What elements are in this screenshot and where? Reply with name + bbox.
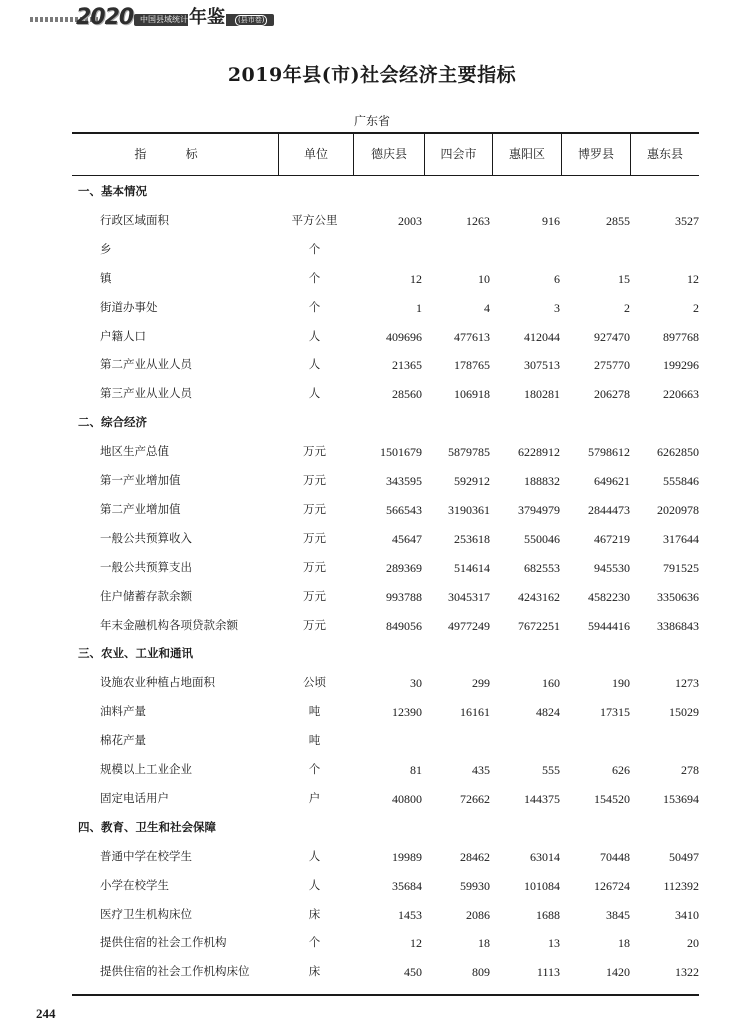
province-label: 广东省 xyxy=(353,114,390,128)
value-cell-col-4: 2 xyxy=(624,300,630,315)
indicator-name: 地区生产总值 xyxy=(100,446,169,459)
table-bottom-rule xyxy=(72,994,699,996)
table-row xyxy=(72,962,699,982)
indicator-name: 第三产业从业人员 xyxy=(100,388,192,401)
value-cell-col-5: 278 xyxy=(681,763,699,777)
section-title: 四、教育、卫生和社会保障 xyxy=(78,821,216,834)
header-county-4: 博罗县 xyxy=(577,147,614,161)
indicator-unit: 人 xyxy=(308,879,321,892)
indicator-unit: 万元 xyxy=(303,475,326,487)
value-cell-col-3: 188832 xyxy=(524,474,560,488)
indicator-unit: 个 xyxy=(308,301,321,314)
value-cell-col-4: 126724 xyxy=(594,878,630,893)
value-cell-col-3: 3 xyxy=(554,300,560,315)
table-header-rule xyxy=(72,175,699,176)
value-cell-col-2: 4 xyxy=(484,300,490,315)
value-cell-col-2: 5879785 xyxy=(448,445,490,460)
value-cell-col-5: 317644 xyxy=(663,531,699,546)
section-heading xyxy=(72,182,699,202)
section-heading xyxy=(72,644,699,664)
value-cell-col-1: 21365 xyxy=(392,358,422,373)
indicator-name: 规模以上工业企业 xyxy=(100,764,192,776)
indicator-name: 固定电话用户 xyxy=(100,792,169,805)
value-cell-col-2: 592912 xyxy=(454,474,490,488)
value-cell-col-5: 15029 xyxy=(669,705,699,720)
value-cell-col-2: 514614 xyxy=(454,560,490,575)
value-cell-col-4: 17315 xyxy=(600,705,630,720)
header-county-5: 惠东县 xyxy=(646,147,683,161)
indicator-unit: 万元 xyxy=(303,561,326,574)
value-cell-col-1: 1 xyxy=(416,300,422,315)
header-indicator: 指 标 xyxy=(134,147,216,161)
value-cell-col-4: 154520 xyxy=(594,791,630,806)
value-cell-col-2: 1263 xyxy=(466,213,490,228)
table-row xyxy=(72,847,699,867)
value-cell-col-4: 15 xyxy=(618,271,630,286)
value-cell-col-3: 4824 xyxy=(536,705,560,720)
value-cell-col-5: 220663 xyxy=(663,387,699,402)
value-cell-col-1: 566543 xyxy=(386,502,422,517)
indicator-name: 小学在校学生 xyxy=(100,879,169,892)
value-cell-col-1: 343595 xyxy=(386,474,422,488)
indicator-unit: 人 xyxy=(308,850,321,863)
indicator-unit: 万元 xyxy=(303,532,326,545)
page-number: 244 xyxy=(36,1006,56,1021)
value-cell-col-1: 40800 xyxy=(392,791,422,806)
indicator-unit: 个 xyxy=(308,764,321,776)
value-cell-col-4: 927470 xyxy=(594,329,630,344)
value-cell-col-5: 791525 xyxy=(663,560,699,575)
value-cell-col-4: 206278 xyxy=(594,387,630,402)
value-cell-col-2: 59930 xyxy=(460,878,490,893)
value-cell-col-4: 2855 xyxy=(606,213,630,228)
table-row xyxy=(72,731,699,751)
section-title: 二、综合经济 xyxy=(78,417,147,430)
indicator-name: 行政区域面积 xyxy=(100,214,169,227)
value-cell-col-2: 809 xyxy=(472,965,490,980)
value-cell-col-2: 2086 xyxy=(466,907,490,922)
value-cell-col-1: 12390 xyxy=(392,705,422,720)
indicator-name: 油料产量 xyxy=(100,706,146,719)
value-cell-col-4: 4582230 xyxy=(588,589,630,604)
table-row xyxy=(72,558,699,578)
value-cell-col-3: 1113 xyxy=(536,965,560,980)
indicator-unit: 户 xyxy=(308,792,321,805)
value-cell-col-4: 626 xyxy=(612,763,630,777)
value-cell-col-5: 3527 xyxy=(675,213,699,228)
indicator-name: 提供住宿的社会工作机构床位 xyxy=(100,966,250,979)
section-heading xyxy=(72,818,699,838)
section-heading xyxy=(72,413,699,433)
section-title: 三、农业、工业和通讯 xyxy=(78,648,193,661)
value-cell-col-4: 3845 xyxy=(606,907,630,922)
indicator-unit: 个 xyxy=(308,272,321,285)
value-cell-col-5: 3410 xyxy=(675,907,699,922)
value-cell-col-3: 6228912 xyxy=(518,445,560,460)
value-cell-col-3: 555 xyxy=(542,763,560,777)
indicator-unit: 公顷 xyxy=(303,677,326,690)
indicator-unit: 床 xyxy=(308,966,321,979)
value-cell-col-5: 897768 xyxy=(663,329,699,344)
indicator-unit: 吨 xyxy=(308,706,321,719)
table-row xyxy=(72,500,699,520)
value-cell-col-4: 18 xyxy=(618,936,630,951)
value-cell-col-3: 550046 xyxy=(524,531,560,546)
value-cell-col-5: 3350636 xyxy=(657,589,699,604)
value-cell-col-1: 28560 xyxy=(392,387,422,402)
table-row xyxy=(72,760,699,780)
value-cell-col-1: 45647 xyxy=(392,531,422,546)
indicator-name: 第二产业从业人员 xyxy=(100,359,192,372)
value-cell-col-2: 477613 xyxy=(454,329,490,344)
table-row xyxy=(72,702,699,722)
table-row xyxy=(72,298,699,318)
table-row xyxy=(72,933,699,953)
indicator-unit: 平方公里 xyxy=(291,214,338,227)
value-cell-col-4: 467219 xyxy=(594,531,630,546)
value-cell-col-1: 12 xyxy=(410,271,422,286)
value-cell-col-3: 101084 xyxy=(524,878,560,893)
value-cell-col-5: 1273 xyxy=(675,676,699,691)
table-row xyxy=(72,587,699,607)
yearbook-header-band xyxy=(30,5,275,30)
value-cell-col-1: 289369 xyxy=(386,560,422,575)
table-row xyxy=(72,905,699,925)
page-title: 2019年县(市)社会经济主要指标 xyxy=(227,64,517,86)
value-cell-col-2: 28462 xyxy=(460,849,490,864)
value-cell-col-3: 3794979 xyxy=(518,502,560,517)
table-row xyxy=(72,269,699,289)
indicator-name: 棉花产量 xyxy=(100,735,146,748)
value-cell-col-1: 19989 xyxy=(392,849,422,864)
indicator-name: 年末金融机构各项贷款余额 xyxy=(100,619,238,632)
table-row xyxy=(72,240,699,260)
indicator-name: 提供住宿的社会工作机构 xyxy=(100,937,227,950)
value-cell-col-3: 307513 xyxy=(524,358,560,373)
value-cell-col-2: 106918 xyxy=(454,387,490,402)
table-row xyxy=(72,673,699,693)
value-cell-col-5: 555846 xyxy=(663,474,699,488)
value-cell-col-4: 190 xyxy=(612,676,630,691)
value-cell-col-1: 849056 xyxy=(386,618,422,633)
indicator-name: 一般公共预算收入 xyxy=(100,532,192,545)
table-row xyxy=(72,442,699,462)
indicator-name: 设施农业种植占地面积 xyxy=(100,677,215,690)
value-cell-col-1: 1501679 xyxy=(380,445,422,460)
header-unit: 单位 xyxy=(303,147,328,161)
header-yearbook-mark: 年鉴 xyxy=(189,7,225,28)
indicator-name: 镇 xyxy=(100,272,112,285)
value-cell-col-3: 4243162 xyxy=(518,589,560,604)
table-row xyxy=(72,876,699,896)
value-cell-col-3: 13 xyxy=(548,936,560,951)
table-row xyxy=(72,327,699,347)
table-row xyxy=(72,355,699,375)
value-cell-col-4: 2844473 xyxy=(588,502,630,517)
header-county-3: 惠阳区 xyxy=(508,147,545,161)
value-cell-col-3: 63014 xyxy=(530,849,560,864)
value-cell-col-4: 70448 xyxy=(600,849,630,864)
value-cell-col-5: 2 xyxy=(693,300,699,315)
indicator-name: 户籍人口 xyxy=(100,330,146,343)
value-cell-col-1: 1453 xyxy=(398,907,422,922)
header-county-1: 德庆县 xyxy=(370,147,407,161)
indicator-unit: 万元 xyxy=(303,503,326,516)
indicator-name: 第一产业增加值 xyxy=(100,475,181,487)
value-cell-col-4: 5798612 xyxy=(588,445,630,460)
value-cell-col-1: 35684 xyxy=(392,878,422,893)
indicator-name: 住户储蓄存款余额 xyxy=(100,590,192,603)
value-cell-col-2: 435 xyxy=(472,763,490,777)
value-cell-col-4: 1420 xyxy=(606,965,630,980)
value-cell-col-2: 178765 xyxy=(454,358,490,373)
header-banner-text: 中国县域统计 xyxy=(140,15,188,24)
indicator-unit: 万元 xyxy=(303,619,326,632)
value-cell-col-3: 180281 xyxy=(524,387,560,402)
table-row xyxy=(72,616,699,636)
value-cell-col-5: 112392 xyxy=(663,878,699,893)
value-cell-col-5: 12 xyxy=(687,271,699,286)
value-cell-col-3: 916 xyxy=(542,213,560,228)
value-cell-col-3: 6 xyxy=(554,271,560,286)
indicator-name: 医疗卫生机构床位 xyxy=(100,908,192,921)
table-row xyxy=(72,384,699,404)
indicator-name: 第二产业增加值 xyxy=(100,503,181,516)
indicator-name: 一般公共预算支出 xyxy=(100,561,192,574)
value-cell-col-1: 81 xyxy=(410,763,422,777)
value-cell-col-3: 160 xyxy=(542,676,560,691)
value-cell-col-5: 2020978 xyxy=(657,502,699,517)
indicator-name: 普通中学在校学生 xyxy=(100,850,192,863)
indicator-unit: 人 xyxy=(308,330,321,343)
value-cell-col-2: 4977249 xyxy=(448,618,490,633)
value-cell-col-4: 5944416 xyxy=(588,618,630,633)
value-cell-col-2: 253618 xyxy=(454,531,490,546)
value-cell-col-1: 30 xyxy=(410,676,422,691)
indicator-unit: 床 xyxy=(308,908,321,921)
value-cell-col-5: 153694 xyxy=(663,791,699,806)
indicator-unit: 吨 xyxy=(308,735,321,748)
value-cell-col-3: 1688 xyxy=(536,907,560,922)
value-cell-col-5: 50497 xyxy=(669,849,699,864)
indicator-name: 街道办事处 xyxy=(100,301,158,314)
value-cell-col-1: 409696 xyxy=(386,329,422,344)
value-cell-col-3: 682553 xyxy=(524,560,560,575)
indicator-name: 乡 xyxy=(100,243,112,256)
value-cell-col-4: 945530 xyxy=(594,560,630,575)
indicator-unit: 个 xyxy=(308,243,321,256)
indicator-unit: 人 xyxy=(308,388,321,401)
value-cell-col-2: 10 xyxy=(478,271,490,286)
value-cell-col-1: 993788 xyxy=(386,589,422,604)
value-cell-col-2: 3045317 xyxy=(448,589,490,604)
value-cell-col-4: 275770 xyxy=(594,358,630,373)
value-cell-col-2: 299 xyxy=(472,676,490,691)
value-cell-col-1: 12 xyxy=(410,936,422,951)
table-row xyxy=(72,789,699,809)
value-cell-col-2: 72662 xyxy=(460,791,490,806)
value-cell-col-2: 3190361 xyxy=(448,502,490,517)
value-cell-col-2: 18 xyxy=(478,936,490,951)
indicator-unit: 万元 xyxy=(303,590,326,603)
value-cell-col-3: 412044 xyxy=(524,329,560,344)
indicator-unit: 万元 xyxy=(303,446,326,459)
section-title: 一、基本情况 xyxy=(78,186,147,198)
indicator-unit: 人 xyxy=(308,359,321,372)
value-cell-col-4: 649621 xyxy=(594,474,630,488)
value-cell-col-5: 6262850 xyxy=(657,445,699,460)
table-row xyxy=(72,211,699,231)
value-cell-col-5: 199296 xyxy=(663,358,699,373)
value-cell-col-5: 1322 xyxy=(675,965,699,980)
value-cell-col-3: 7672251 xyxy=(518,618,560,633)
indicator-unit: 个 xyxy=(308,937,321,950)
header-edition-tag: (县市卷) xyxy=(235,15,267,26)
value-cell-col-1: 450 xyxy=(404,965,422,980)
table-row xyxy=(72,529,699,549)
value-cell-col-2: 16161 xyxy=(460,705,490,720)
header-county-2: 四会市 xyxy=(440,147,477,161)
value-cell-col-5: 3386843 xyxy=(657,618,699,633)
header-year: 2020 xyxy=(76,5,134,30)
table-row xyxy=(72,471,699,491)
value-cell-col-1: 2003 xyxy=(398,213,422,228)
value-cell-col-3: 144375 xyxy=(524,791,560,806)
value-cell-col-5: 20 xyxy=(687,936,699,951)
